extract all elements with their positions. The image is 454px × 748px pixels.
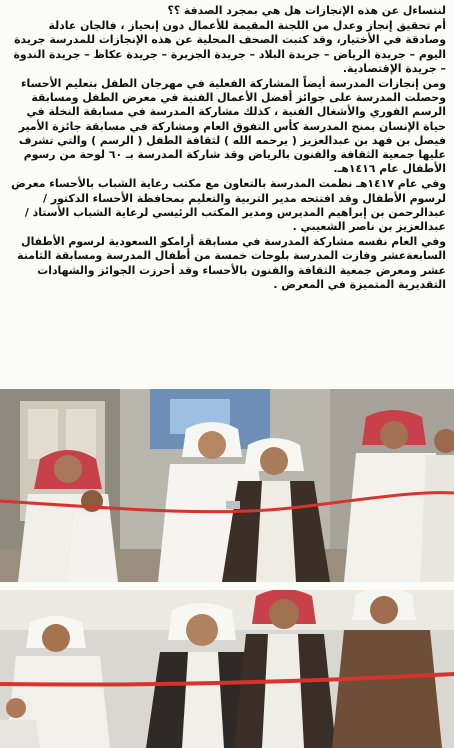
article-paragraph: وفي عام ١٤١٧هـ نظمت المدرسة بالتعاون مع مكتب رعاية الشباب بالأحساء معرض لرسوم الأطفال وقد افتتحه مدير التربية والتعليم بمحافظة الأحساء الدكتور / عبدالرحمن بن إبراهيم المديرس ومدير المكتب الرئيسي لرعاية الشباب الأستاذ /عبدالعزيز بن ناصر الشعيبي . (11, 177, 446, 234)
photo-officials-image (0, 590, 454, 748)
article-paragraph: أم تحقيق إنجاز وعدل من اللجنة المقيمة للأعمال دون إنحياز ، فالجان عادلة وصادقة في الأختيار، وقد كتبت الصحف المحلية عن هذه الإنجازات للمدرسة جريدة اليوم – جريدة الرياض – جريدة البلاد – جريدة الجزيرة – جريدة عكاظ – جريدة الندوة – جريدة الإقتصادية. (13, 19, 446, 75)
article-paragraph: وفي العام نفسه مشاركة المدرسة في مسابقة أرامكو السعودية لرسوم الأطفال السابعةعشر وفازت المدرسة بلوحات خمسة من أطفال المدرسة ومسابقة الثامنة عشر ومعرض جمعية الثقافة والفنون بالأحساء وقد أحرزت الجوائز والشهادات التقديرية المتميزة في المعرض . (17, 235, 446, 291)
article-paragraph: ومن إنجازات المدرسة أيضاً المشاركة الفعلية في مهرجان الطفل بتعليم الأحساء وحصلت المدرسة على جوائز أفضل الأعمال الفنية في معرض الطفل ومسابقة الرسم الفوري والأشغال الفنية ، كذلك مشاركة المدرسة في مسابقة النخلة في حياة الإنسان بمنح المدرسة كأس التفوق العام ومشاركة في مسابقة جائزة الأمير فيصل بن فهد بن عبدالعزيز ( يرحمه الله ) لثقافة الطفل ( الرسم ) والتي تشرف عليها جمعية الثقافة والفنون بالرياض وقد شاركة المدرسة بـ ٦٠ لوحة من رسوم الأطفال عام ١٤١٦هـ. (18, 77, 446, 176)
article-text (8, 4, 446, 382)
photo-officials (0, 590, 454, 748)
photo-ribbon-cutting (0, 389, 454, 582)
article-question: لنتساءل عن هذه الإنجازات هل هي بمجرد الصدفة ؟؟ (167, 4, 446, 17)
photo-ribbon-cutting-image (0, 389, 454, 582)
